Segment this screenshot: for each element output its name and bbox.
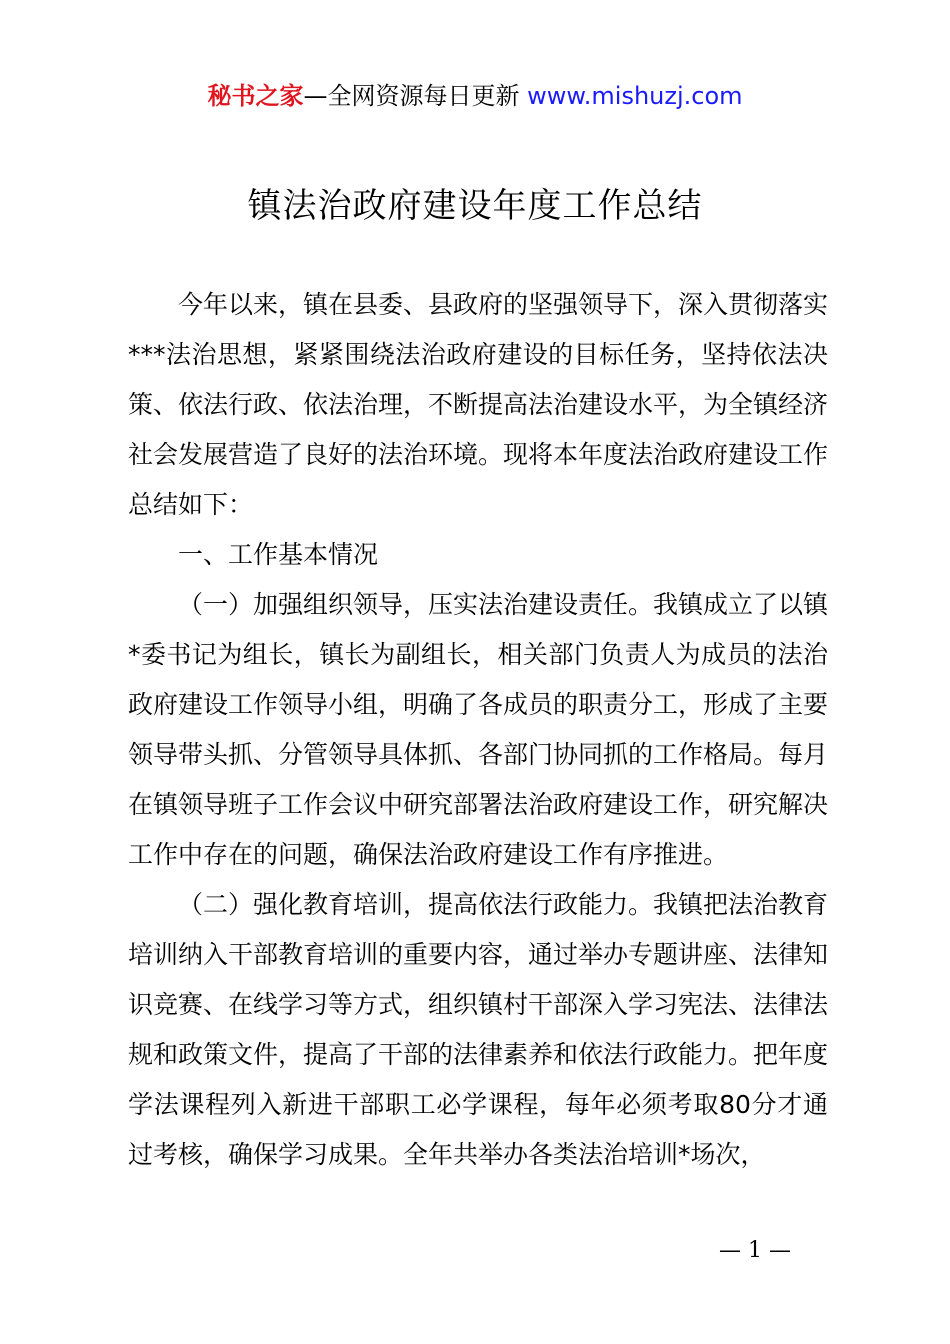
site-brand: 秘书之家 — [207, 82, 304, 110]
document-title: 镇法治政府建设年度工作总结 — [247, 186, 703, 226]
intro-paragraph: 今年以来，镇在县委、县政府的坚强领导下，深入贯彻落实***法治思想，紧紧围绕法治政府建设的目标任务，坚持依法决策、依法行政、依法治理，不断提高法治建设水平，为全镇经济社会发展营造了良好的法治环境。现将本年度法治政府建设工作总结如下： — [128, 290, 829, 519]
subsection-paragraph-1: （一）加强组织领导，压实法治建设责任。我镇成立了以镇*委书记为组长，镇长为副组长，相关部门负责人为成员的法治政府建设工作领导小组，明确了各成员的职责分工，形成了主要领导带头抓、分管领导具体抓、各部门协同抓的工作格局。每月在镇领导班子工作会议中研究部署法治政府建设工作，研究解决工作中存在的问题，确保法治政府建设工作有序推进。 — [128, 590, 829, 869]
page-number: — 1 — — [719, 1238, 791, 1263]
site-header — [0, 80, 950, 112]
site-slogan: —全网资源每日更新 — [303, 82, 520, 110]
document-body — [128, 280, 828, 1180]
subsection-paragraph-2: （二）强化教育培训，提高依法行政能力。我镇把法治教育培训纳入干部教育培训的重要内容，通过举办专题讲座、法律知识竞赛、在线学习等方式，组织镇村干部深入学习宪法、法律法规和政策文件，提高了干部的法律素养和依法行政能力。把年度学法课程列入新进干部职工必学课程，每年必须考取80分才通过考核，确保学习成果。全年共举办各类法治培训*场次， — [128, 890, 829, 1169]
site-url-link[interactable]: www.mishuzj.com — [527, 82, 743, 110]
section-heading: 一、工作基本情况 — [178, 540, 379, 569]
